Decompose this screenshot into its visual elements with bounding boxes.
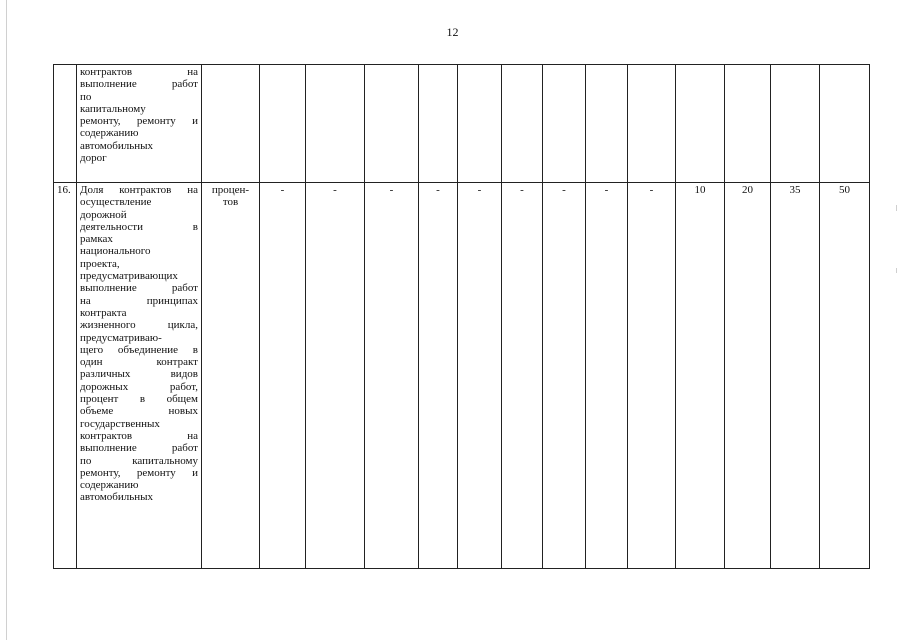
value-cell	[676, 65, 725, 183]
indicator-name-line: различных видов	[80, 368, 198, 381]
value-cell: -	[365, 183, 419, 569]
value-cell	[628, 65, 676, 183]
unit-line: процен-	[211, 184, 250, 196]
value-cell	[725, 65, 771, 183]
indicator-name-line: дорожных работ,	[80, 380, 198, 393]
indicator-name-line: по	[80, 90, 92, 103]
indicator-name-line: предусматривающих	[80, 270, 178, 283]
scan-mark	[896, 268, 897, 273]
indicator-name-line: государственных	[80, 417, 160, 430]
indicator-name-line: содержанию	[80, 127, 139, 140]
value-cell: 50	[820, 183, 870, 569]
indicator-name-cell	[77, 183, 202, 569]
value-cell: 10	[676, 183, 725, 569]
indicator-name-line: содержанию	[80, 479, 139, 492]
value-cell	[771, 65, 820, 183]
indicator-name-line: национального	[80, 245, 151, 258]
indicator-name-line: контрактов на	[80, 429, 198, 442]
indicator-name-line: контрактов на	[80, 66, 198, 78]
indicator-name-line: ремонту, ремонту и	[80, 466, 198, 479]
value-cell: -	[628, 183, 676, 569]
indicator-name-line: жизненного цикла,	[80, 319, 198, 332]
indicator-name-line: автомобильных	[80, 491, 153, 504]
indicator-name-line: по капитальному	[80, 454, 198, 467]
indicator-table	[53, 64, 870, 569]
unit-cell	[202, 183, 260, 569]
scan-left-edge	[6, 0, 7, 640]
value-cell	[419, 65, 458, 183]
table-row	[54, 65, 870, 183]
indicator-name-line: ремонту, ремонту и	[80, 115, 198, 128]
value-cell: 35	[771, 183, 820, 569]
table-row	[54, 183, 870, 569]
indicator-name-line: деятельности в	[80, 220, 198, 233]
value-cell: -	[502, 183, 543, 569]
indicator-name-line: рамках	[80, 233, 113, 246]
row-number-cell	[54, 65, 77, 183]
indicator-name-cell	[77, 65, 202, 183]
value-cell	[502, 65, 543, 183]
value-cell: -	[419, 183, 458, 569]
page-number: 12	[446, 25, 459, 39]
value-cell	[260, 65, 306, 183]
value-cell: -	[306, 183, 365, 569]
indicator-name-line: дорожной	[80, 208, 127, 221]
scan-mark	[896, 205, 897, 211]
value-cell: -	[586, 183, 628, 569]
indicator-name-line: процент в общем	[80, 393, 198, 406]
indicator-name-line: дорог	[80, 152, 107, 165]
value-cell	[543, 65, 586, 183]
indicator-name-line: один контракт	[80, 356, 198, 369]
unit-cell	[202, 65, 260, 183]
value-cell: 20	[725, 183, 771, 569]
indicator-name-line: щего объединение в	[80, 343, 198, 356]
indicator-name-line: проекта,	[80, 257, 120, 270]
indicator-name-line: на принципах	[80, 294, 198, 307]
indicator-name-line: выполнение работ	[80, 78, 198, 91]
indicator-name-line: автомобильных	[80, 139, 153, 152]
value-cell: -	[458, 183, 502, 569]
indicator-name-line: предусматриваю-	[80, 331, 162, 344]
value-cell	[365, 65, 419, 183]
indicator-name-line: объеме новых	[80, 405, 198, 418]
indicator-name-line: контракта	[80, 306, 127, 319]
indicator-name-line: капитальному	[80, 102, 146, 115]
value-cell: -	[543, 183, 586, 569]
value-cell: -	[260, 183, 306, 569]
value-cell	[306, 65, 365, 183]
row-number-cell: 16.	[54, 183, 77, 569]
value-cell	[820, 65, 870, 183]
value-cell	[586, 65, 628, 183]
indicator-name-line: выполнение работ	[80, 442, 198, 455]
unit-line: тов	[222, 196, 239, 209]
indicator-name-line: Доля контрактов на	[80, 184, 198, 196]
indicator-name-line: выполнение работ	[80, 282, 198, 295]
value-cell	[458, 65, 502, 183]
indicator-name-line: осуществление	[80, 196, 152, 209]
